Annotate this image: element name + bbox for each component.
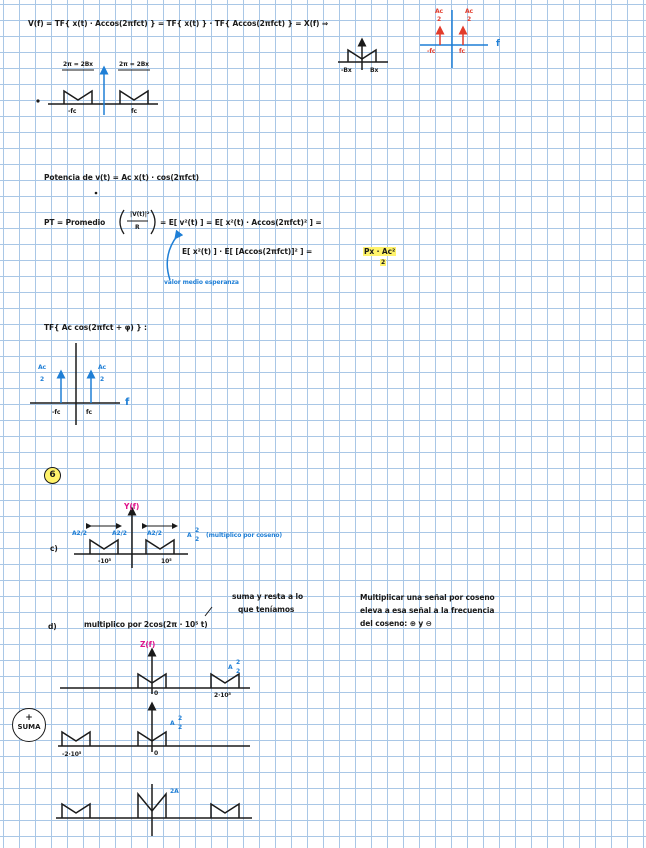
problem-number-badge: 6 [44,467,61,484]
scale-num: 2 [195,527,200,534]
expectation-line-1: = E[ v²(t) ] = E[ x²(t) · Accos(2πfct)² ] = [160,218,322,227]
bandwidth-left: 2π = 2Bx [63,61,93,68]
pos-freq-label: 10⁵ [161,558,172,565]
esperanza-note: valor medio esperanza [164,279,239,286]
two-left: 2 [40,376,45,383]
zf-spectrum-top [60,652,250,694]
multiplico-note: (multiplico por coseno) [206,532,283,539]
xf-spectrum [338,42,388,70]
red-ac-right: Ac [465,8,474,15]
right-note-2: eleva a esa señal a la frecuencia [360,606,495,615]
two-right: 2 [100,376,105,383]
zf-label: Z(f) [140,640,156,649]
cos-spectrum [420,10,488,68]
neg-freq-label: -10⁵ [98,558,112,565]
red-two-left: 2 [437,16,442,23]
suma-note-2: que teníamos [238,605,295,614]
suma-label: SUMA [17,723,41,731]
yf-label: Y(f) [124,502,140,511]
potencia-marks [95,192,177,280]
pt-label: PT = Promedio [44,218,106,227]
zf-spectrum-sum [56,784,252,836]
red-neg-fc: -fc [427,48,436,55]
pos-2e5-label: 2·10⁵ [214,692,231,699]
potencia-title: Potencia de v(t) = Ac x(t) · cos(2πfct) [44,173,199,182]
a-mid-den: 2 [178,724,183,731]
c-label: c) [50,544,58,553]
a-top-den: 2 [236,668,241,675]
red-fc: fc [459,48,465,55]
a2-label-right: A2/2 [147,530,162,537]
a-mid: A [170,720,175,727]
a2-label-mid: A2/2 [112,530,127,537]
fc-label-2: fc [86,409,92,416]
cos-phase-spectrum [30,343,120,425]
yf-spectrum [74,511,212,616]
neg-fc-label: -fc [68,108,77,115]
scale-den: 2 [195,536,200,543]
power-result: Px · Ac² [364,247,396,256]
neg-2e5-label: -2·10⁵ [62,751,82,758]
f-axis-label-2: f [125,397,130,408]
right-note-1: Multiplicar una señal por coseno [360,593,495,602]
power-result-den: 2 [381,259,386,266]
f-axis-label: f [496,39,500,49]
ac-right: Ac [98,364,107,371]
fc-label: fc [131,108,137,115]
bw-left-label: -Bx [341,67,352,74]
zf-spectrum-mid [58,706,250,752]
suma-badge [12,708,46,742]
zero-label-1: 0 [154,690,159,697]
bw-right-label: Bx [370,67,379,74]
a-top-num: 2 [236,659,241,666]
a-top: A [228,664,233,671]
frac-numerator: |V(t)|² [130,211,150,218]
red-ac-left: Ac [435,8,444,15]
red-two-right: 2 [467,16,472,23]
tf-cos-title: TF{ Ac cos(2πfct + φ) } : [44,323,147,332]
frac-denominator: R [135,224,140,231]
vf-spectrum [36,70,158,115]
zero-label-2: 0 [154,750,159,757]
bandwidth-right: 2π = 2Bx [119,61,149,68]
right-note-3: del coseno: ⊕ y ⊖ [360,619,432,628]
d-text: multiplico por 2cos(2π · 10⁵ t) [84,620,208,629]
a2-label-left: A2/2 [72,530,87,537]
scale-a: A [187,532,192,539]
tf-equation: V(f) = TF{ x(t) · Accos(2πfct) } = TF{ x(t) } · TF{ Accos(2πfct) } = X(f) ⇒ [28,19,329,28]
neg-fc-label-2: -fc [52,409,61,416]
plus-sign: + [25,713,33,723]
two-a-label: 2A [170,788,179,795]
a-mid-num: 2 [178,715,183,722]
suma-note-1: suma y resta a lo [232,592,303,601]
ac-left: Ac [38,364,47,371]
d-label: d) [48,622,57,631]
expectation-line-2: E[ x²(t) ] · E[ [Accos(2πfct)]² ] = [182,247,313,256]
